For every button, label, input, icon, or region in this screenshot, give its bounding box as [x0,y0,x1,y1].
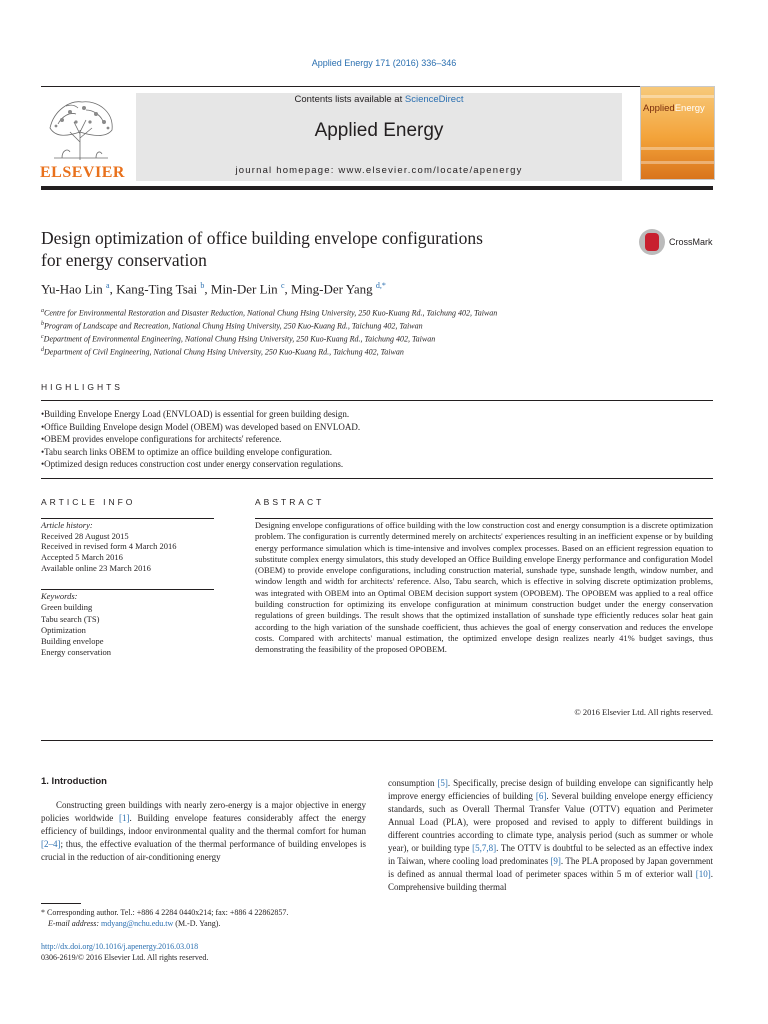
highlight-item: • Optimized design reduces construction cost under energy conservation regulations. [41,458,713,471]
paragraph-text: . The PLA proposed by Japan government is defined as annual thermal load of perimeter spaces within 5 m of exterior wall [388,856,713,879]
author-list [41,281,713,297]
abstract-heading: ABSTRACT [255,497,325,507]
author-name[interactable]: Min-Der Lin [210,281,278,297]
elsevier-logo [40,92,125,182]
keyword-item: Tabu search (TS) [41,613,100,624]
body-column-right [388,777,713,894]
reference-link[interactable]: [6] [535,791,547,801]
history-item: Received 28 August 2015 [41,530,129,541]
reference-link[interactable]: [5,7,8] [472,843,497,853]
author-affiliation-marker[interactable]: d,* [375,281,386,290]
crossmark-label: CrossMark [669,237,713,247]
affiliation-list [41,306,713,359]
email-label: E-mail address: [48,919,102,928]
article-title-line1: Design optimization of office building envelope configurations [41,228,483,248]
cover-stripe [641,95,714,98]
highlight-item: • Building Envelope Energy Load (ENVLOAD) is essential for green building design. [41,408,713,421]
reference-link[interactable]: [1] [118,813,130,823]
author-name[interactable]: Yu-Hao Lin [41,281,103,297]
corresponding-author: * Corresponding author. Tel.: +886 4 2284 0440x214; fax: +886 4 22862857. [41,908,289,917]
header-top-rule [41,86,713,87]
corresponding-author-footnote [41,907,366,929]
section-heading: 1. Introduction [41,776,107,787]
affiliation-marker: c [41,334,44,341]
contents-line [136,94,622,105]
abstract-copyright: © 2016 Elsevier Ltd. All rights reserved. [574,707,713,717]
paragraph-text: . Specifically, precise design of building envelope can significantly help improve energy efficiencies of building [388,778,714,801]
keywords-rule [41,589,214,590]
body-column-left [41,775,366,864]
article-info-rule [41,518,214,519]
elsevier-wordmark: ELSEVIER [40,164,125,181]
affiliation-item [41,345,713,358]
issn-line: 0306-2619/© 2016 Elsevier Ltd. All rights reserved. [41,953,209,962]
header-bottom-rule [41,186,713,190]
highlights-list [41,408,713,471]
journal-homepage[interactable]: journal homepage: www.elsevier.com/locate/apenergy [235,165,523,176]
affiliation-marker: a [41,308,44,314]
author-separator: , [204,281,211,297]
journal-citation[interactable]: Applied Energy 171 (2016) 336–346 [311,58,457,68]
affiliation-marker: b [41,321,44,328]
affiliation-text: Centre for Environmental Restoration and Disaster Reduction, National Chung Hsing University, 250 Kuo-Kuang Rd., Taichung 402, Taiwan [44,308,498,318]
reference-link[interactable]: [9] [550,856,561,866]
affiliation-text: Program of Landscape and Recreation, National Chung Hsing University, 250 Kuo-Kuang Rd., Taichung 402, Taiwan [44,321,423,331]
affiliation-item [41,332,713,345]
keyword-item: Energy conservation [41,647,111,658]
email-line [41,918,366,929]
affiliation-text: Department of Civil Engineering, National Chung Hsing University, 250 Kuo-Kuang Rd., Taichung 402, Taiwan [44,348,404,358]
article-info-heading: ARTICLE INFO [41,497,136,507]
footnote-rule [41,903,81,904]
author-separator: , [109,281,117,297]
highlights-heading: HIGHLIGHTS [41,382,123,392]
crossmark-badge[interactable] [639,229,719,259]
author-name[interactable]: Ming-Der Yang [291,281,373,297]
sciencedirect-link[interactable]: ScienceDirect [404,94,464,105]
journal-cover-thumbnail[interactable] [640,86,715,180]
intro-paragraph [41,799,366,864]
article-title-line2: for energy conservation [41,250,207,270]
paragraph-text: Constructing green buildings with nearly zero-energy is a major objective in energy policies worldwide [41,800,366,823]
history-item: Accepted 5 March 2016 [41,552,123,563]
intro-paragraph-continued [388,777,713,894]
paragraph-text: ; thus, the effective evaluation of the thermal performance of building envelopes is crucial in the reduction of air-conditioning energy [41,839,366,862]
author-affiliation-marker[interactable]: b [200,281,205,290]
highlight-item: • Office Building Envelope design Model (OBEM) was developed based on ENVLOAD. [41,421,713,434]
keyword-item: Optimization [41,624,86,635]
history-label: Article history: [41,520,93,530]
keyword-item: Building envelope [41,636,104,647]
cover-stripe [641,161,714,164]
affiliation-item [41,306,713,319]
author-affiliation-marker[interactable]: a [106,281,110,290]
front-matter-bottom-rule [41,740,713,741]
affiliation-marker: d [41,347,44,354]
doi-link[interactable]: http://dx.doi.org/10.1016/j.apenergy.2016.03.018 [41,942,199,951]
crossmark-icon [639,229,665,255]
article-title [41,227,601,271]
highlights-rule [41,400,713,401]
keyword-item: Green building [41,602,93,613]
history-item: Received in revised form 4 March 2016 [41,541,177,552]
author-separator: , [284,281,291,297]
abstract-text: Designing envelope configurations of office building with the low construction cost and energy consumption is a discrete optimization problem. The configuration is currently determined merely on architects' experiences resulting in an inefficient expense or by building energy performance simulation which is time-intensive and involves complex processes. Based on an efficient regression equation to substitute complex energy simulators, this study developed an Office Building envelope Energy performance and configuration Model (OBEM) to provide envelope configurations, including construction material, sunshade type, sunshade length, window number, and window length and width for architects' reference. Also, Tabu search, which is effective in solving discrete optimization problems, was integrated with OBEM into an Optimal OBEM decision support system (OPOBEM). The OPOBEM was applied to a real office building construction for optimizing its envelope configuration at minimum construction budget under the energy conservation regulations of green buildings. The result shows that the optimized installation of sunshade type efficiently reduces solar heat gain according to the high variation of the sunshade coefficient, thus achieves the goal of energy conservation and reduces the envelope costs. Compared with architects' manual estimation, the optimized envelope design realizes nearly 41% budget savings, thus demonstrating the feasibility of the proposed OPOBEM. [255,520,713,655]
paragraph-text: . The OTTV is doubtful to be selected as an effective index in Taiwan, where cooling load predominates [388,843,714,866]
highlight-item: • Tabu search links OBEM to optimize an office building envelope configuration. [41,446,713,459]
abstract-rule [255,518,713,519]
email-suffix: (M.-D. Yang). [173,919,221,928]
keywords-label: Keywords: [41,591,78,601]
author-affiliation-marker[interactable]: c [280,281,285,290]
paragraph-text: . Comprehensive building thermal [388,869,713,892]
paragraph-text: . Building envelope features considerably affect the energy efficiency of buildings, indoor environmental quality and the thermal comfort for human [41,813,366,836]
author-name[interactable]: Kang-Ting Tsai [116,281,198,297]
affiliation-text: Department of Environmental Engineering, National Chung Hsing University, 250 Kuo-Kuang Rd., Taichung 402, Taiwan [43,334,436,344]
affiliation-item [41,319,713,332]
reference-link[interactable]: [5] [437,778,448,788]
cover-stripe [641,147,714,150]
reference-link[interactable]: [2–4] [41,839,61,849]
paragraph-text: . Several building envelope energy efficiency standards, such as Overall Thermal Transfer Value (OTTV) equation and Perimeter Annual Load (PLA), were proposed and revised to apply to different buildings in different countries according to climate type, analysis period (such as summer or whole year), or building type [388,791,714,853]
paragraph-text: consumption [388,778,438,788]
highlights-bottom-rule [41,478,713,479]
reference-link[interactable]: [10] [695,869,711,879]
contents-prefix: Contents lists available at [294,94,405,105]
email-link[interactable]: mdyang@nchu.edu.tw [101,919,174,928]
journal-title: Applied Energy [314,120,444,141]
doi-block [41,941,208,963]
article-history [41,520,214,574]
history-item: Available online 23 March 2016 [41,562,151,573]
keyword-list [41,591,214,659]
elsevier-tree-icon [40,92,122,162]
highlight-item: • OBEM provides envelope configurations for architects' reference. [41,433,713,446]
cover-title: AppliedEnergy [643,103,705,114]
